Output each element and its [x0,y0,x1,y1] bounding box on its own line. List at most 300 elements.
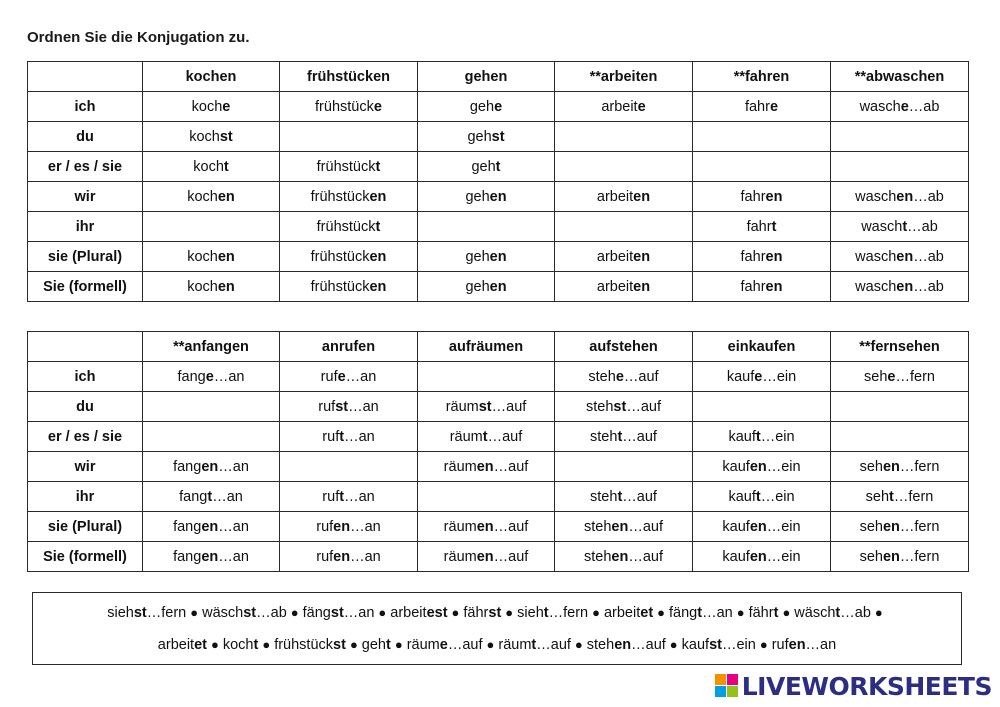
word-stem: kauf [722,458,750,475]
word-ending: en [217,248,235,265]
separator-dot-icon: ● [574,637,583,652]
word-ending: st [335,398,349,415]
blank-drop-cell[interactable] [555,122,693,152]
word-bank-item[interactable] [407,637,483,653]
conjugation-cell [143,482,280,512]
word-stem: koch [187,248,218,265]
conjugation-table-2 [27,331,969,572]
pronoun-cell: er / es / sie [28,152,143,182]
blank-drop-cell[interactable] [831,122,969,152]
word-particle: …auf [493,548,529,565]
conjugation-cell [555,242,693,272]
separator-dot-icon: ● [210,637,219,652]
word-particle: …an [805,637,837,653]
word-particle: …an [344,428,375,445]
word-stem: wäsch [202,605,244,621]
word-bank-item[interactable] [274,637,346,653]
conjugation-cell [280,242,418,272]
word-ending: t [531,637,537,653]
word-ending: en [882,458,900,475]
word-ending: st [488,605,502,621]
verb-header: kochen [143,62,280,92]
conjugation-cell [693,212,831,242]
word-bank-item[interactable] [303,605,375,621]
liveworksheets-logo [715,670,992,702]
word-particle: …auf [536,637,571,653]
conjugation-cell [143,152,280,182]
word-ending: st [478,398,492,415]
blank-drop-cell[interactable] [555,452,693,482]
word-stem: wasch [855,278,897,295]
separator-dot-icon: ● [505,605,514,620]
word-bank-item[interactable] [682,637,756,653]
word-ending: e [439,637,448,653]
word-ending: en [476,458,494,475]
word-ending: t [207,488,213,505]
word-stem: frühstück [310,278,370,295]
blank-drop-cell[interactable] [143,392,280,422]
word-ending: t [253,637,259,653]
word-particle: …auf [622,488,657,505]
word-stem: ruf [771,637,789,653]
separator-dot-icon: ● [290,605,299,620]
blank-drop-cell[interactable] [831,422,969,452]
word-ending: t [375,158,381,175]
word-bank-item[interactable] [794,605,871,621]
word-ending: e [337,368,346,385]
word-particle: …ein [766,458,801,475]
word-ending: e [637,98,646,115]
word-stem: kauf [728,488,756,505]
word-ending: t [755,488,761,505]
word-bank-item[interactable] [390,605,447,621]
word-particle: …fern [548,605,589,621]
word-stem: seh [859,518,883,535]
word-ending: t [339,488,345,505]
word-particle: …ein [766,548,801,565]
conjugation-cell [280,272,418,302]
conjugation-cell [831,182,969,212]
logo-blocks-icon [715,674,739,698]
table-row [28,182,969,212]
word-ending: e [900,98,909,115]
table-row [28,272,969,302]
word-ending: en [369,278,387,295]
table-row [28,482,969,512]
word-stem: koch [187,188,218,205]
conjugation-cell [831,542,969,572]
word-particle: …fern [146,605,187,621]
word-ending: t [773,605,779,621]
word-bank [32,592,962,665]
conjugation-cell [143,512,280,542]
word-stem: kauf [728,428,756,445]
verb-header: **fahren [693,62,831,92]
word-particle: …auf [493,518,529,535]
conjugation-cell [143,182,280,212]
conjugation-cell [143,362,280,392]
word-ending: en [611,518,629,535]
table-row [28,542,969,572]
word-ending: e [494,98,503,115]
word-bank-item[interactable] [158,637,207,653]
word-particle: …fern [893,488,934,505]
word-ending: e [887,368,896,385]
word-ending: t [617,488,623,505]
verb-header: gehen [418,62,555,92]
word-ending: e [373,98,382,115]
blank-drop-cell[interactable] [418,212,555,242]
header-row [28,62,969,92]
word-stem: frühstück [316,218,376,235]
word-stem: räum [449,428,483,445]
word-particle: …an [218,518,249,535]
word-ending: t [482,428,488,445]
pronoun-cell: sie (Plural) [28,512,143,542]
word-stem: fang [179,488,208,505]
word-stem: koch [222,637,254,653]
word-particle: …ab [913,248,944,265]
word-stem: geh [467,128,492,145]
word-stem: steh [590,488,618,505]
conjugation-cell [693,482,831,512]
word-ending: en [201,518,219,535]
conjugation-cell [831,212,969,242]
word-ending: st [491,128,505,145]
conjugation-cell [418,542,555,572]
table-row [28,122,969,152]
word-stem: koch [187,278,218,295]
word-bank-item[interactable] [669,605,733,621]
blank-drop-cell[interactable] [280,122,418,152]
word-ending: t [889,488,894,505]
word-particle: …ein [766,518,801,535]
word-stem: fang [173,548,202,565]
separator-dot-icon: ● [349,637,358,652]
word-stem: räum [443,458,477,475]
word-ending: st [333,637,346,653]
conjugation-cell [831,452,969,482]
logo-block [727,686,738,697]
word-ending: e [615,368,624,385]
word-ending: en [896,278,914,295]
word-ending: t [386,637,391,653]
word-ending: t [771,218,777,235]
blank-drop-cell[interactable] [693,392,831,422]
blank-drop-cell[interactable] [693,152,831,182]
word-ending: t [223,158,229,175]
word-ending: t [495,158,501,175]
word-stem: frühstück [310,248,370,265]
word-bank-item[interactable] [749,605,779,621]
word-particle: …an [343,605,375,621]
word-bank-item[interactable] [223,637,258,653]
word-particle: …auf [626,398,661,415]
conjugation-cell [693,452,831,482]
word-ending: t [339,428,345,445]
verb-header: aufstehen [555,332,693,362]
pronoun-cell: du [28,122,143,152]
pronoun-cell: ich [28,362,143,392]
word-bank-item[interactable] [517,605,588,621]
word-stem: wasch [855,188,897,205]
word-ending: st [709,637,722,653]
conjugation-cell [555,362,693,392]
conjugation-cell [693,92,831,122]
word-stem: wäsch [794,605,836,621]
conjugation-cell [418,242,555,272]
blank-drop-cell[interactable] [280,452,418,482]
word-ending: en [749,518,767,535]
word-stem: fäng [669,605,698,621]
word-particle: …ab [907,218,938,235]
table-row [28,212,969,242]
word-ending: en [765,248,783,265]
word-stem: kauf [681,637,710,653]
word-ending: t [617,428,623,445]
word-particle: …an [350,548,381,565]
pronoun-cell: ihr [28,482,143,512]
word-stem: ruf [316,548,334,565]
verb-header: frühstücken [280,62,418,92]
word-stem: räum [498,637,532,653]
conjugation-cell [693,272,831,302]
conjugation-cell [280,182,418,212]
pronoun-cell: Sie (formell) [28,272,143,302]
word-ending: en [489,188,507,205]
separator-dot-icon: ● [262,637,271,652]
verb-header: aufräumen [418,332,555,362]
word-ending: en [217,188,235,205]
word-ending: et [640,605,654,621]
word-ending: en [882,548,900,565]
conjugation-cell [693,542,831,572]
conjugation-cell [418,512,555,542]
word-particle: …an [218,458,249,475]
word-ending: en [369,248,387,265]
word-ending: en [333,518,351,535]
word-particle: …ein [760,488,795,505]
separator-dot-icon: ● [782,605,791,620]
word-bank-item[interactable] [498,637,571,653]
word-stem: wasch [859,98,901,115]
verb-header: **arbeiten [555,62,693,92]
conjugation-cell [831,362,969,392]
verb-header: einkaufen [693,332,831,362]
word-ending: st [613,398,627,415]
table-row [28,422,969,452]
word-stem: koch [189,128,220,145]
word-ending: t [755,428,761,445]
word-stem: arbeit [603,605,641,621]
word-ending: en [633,278,651,295]
word-stem: fang [177,368,206,385]
blank-drop-cell[interactable] [831,392,969,422]
blank-drop-cell[interactable] [143,212,280,242]
conjugation-cell [555,542,693,572]
word-ending: st [330,605,344,621]
conjugation-cell [831,482,969,512]
word-stem: frühstück [274,637,334,653]
corner-cell [28,62,143,92]
pronoun-cell: wir [28,182,143,212]
table-row [28,452,969,482]
word-particle: …auf [628,548,663,565]
conjugation-cell [280,92,418,122]
conjugation-cell [418,452,555,482]
word-stem: fähr [463,605,489,621]
blank-drop-cell[interactable] [555,152,693,182]
word-ending: t [902,218,908,235]
word-ending: t [543,605,549,621]
word-stem: arbeit [157,637,195,653]
word-particle: …fern [895,368,935,385]
word-ending: en [333,548,351,565]
word-bank-item[interactable] [587,637,666,653]
word-stem: steh [583,548,612,565]
word-particle: …auf [491,398,527,415]
conjugation-cell [280,152,418,182]
word-stem: geh [465,278,490,295]
conjugation-cell [280,542,418,572]
word-bank-item[interactable] [362,637,391,653]
word-ending: en [765,278,783,295]
table-row [28,362,969,392]
word-bank-item[interactable] [772,637,836,653]
conjugation-cell [143,242,280,272]
word-particle: …auf [623,368,659,385]
word-ending: en [788,637,806,653]
blank-drop-cell[interactable] [555,212,693,242]
conjugation-cell [280,392,418,422]
word-bank-item[interactable] [107,605,186,621]
word-ending: en [749,548,767,565]
word-bank-line [33,597,961,629]
separator-dot-icon: ● [736,605,745,620]
word-stem: wasch [861,218,903,235]
word-particle: …auf [631,637,666,653]
word-stem: fahr [740,278,766,295]
word-stem: ruf [316,518,334,535]
conjugation-table-1 [27,61,969,302]
conjugation-cell [555,482,693,512]
separator-dot-icon: ● [451,605,460,620]
table-row [28,152,969,182]
word-particle: …fern [899,548,940,565]
word-particle: …ab [256,605,287,621]
word-stem: frühstück [315,98,374,115]
word-particle: …ein [760,428,795,445]
word-ending: en [489,248,507,265]
word-particle: …ein [762,368,797,385]
word-stem: steh [583,518,612,535]
word-bank-item[interactable] [463,605,501,621]
word-stem: ruf [320,368,338,385]
separator-dot-icon: ● [669,637,678,652]
table-row [28,392,969,422]
conjugation-cell [555,422,693,452]
word-stem: fahr [740,188,766,205]
conjugation-cell [693,512,831,542]
word-stem: fäng [302,605,331,621]
conjugation-cell [143,122,280,152]
pronoun-cell: ich [28,92,143,122]
conjugation-cell [831,242,969,272]
conjugation-cell [418,152,555,182]
word-stem: arbeit [601,98,638,115]
conjugation-cell [555,182,693,212]
word-ending: en [476,548,494,565]
word-particle: …ab [913,188,944,205]
word-particle: …auf [628,518,663,535]
table-row [28,512,969,542]
word-bank-item[interactable] [604,605,653,621]
verb-header: **anfangen [143,332,280,362]
word-stem: räum [445,398,479,415]
blank-drop-cell[interactable] [831,152,969,182]
word-particle: …auf [447,637,483,653]
conjugation-cell [831,272,969,302]
blank-drop-cell[interactable] [143,422,280,452]
word-stem: koch [193,158,224,175]
word-particle: …an [213,368,245,385]
conjugation-cell [831,512,969,542]
word-stem: fahr [740,248,766,265]
conjugation-cell [418,272,555,302]
conjugation-cell [555,512,693,542]
word-particle: …ab [913,278,944,295]
word-stem: ruf [322,428,340,445]
blank-drop-cell[interactable] [693,122,831,152]
word-ending: en [476,518,494,535]
word-ending: t [375,218,381,235]
word-ending: en [896,188,914,205]
word-ending: e [754,368,763,385]
word-stem: seh [859,458,883,475]
word-stem: steh [586,398,614,415]
word-bank-item[interactable] [202,605,287,621]
table-row [28,92,969,122]
word-particle: …an [345,368,377,385]
blank-drop-cell[interactable] [418,362,555,392]
word-stem: geh [361,637,386,653]
word-stem: fang [173,458,202,475]
word-particle: …fern [899,518,940,535]
word-stem: seh [865,488,890,505]
pronoun-cell: Sie (formell) [28,542,143,572]
word-stem: frühstück [310,188,370,205]
separator-dot-icon: ● [874,605,883,620]
word-stem: räum [443,518,477,535]
worksheet-title: Ordnen Sie die Konjugation zu. [27,29,250,46]
blank-drop-cell[interactable] [418,482,555,512]
word-stem: kauf [726,368,755,385]
word-ending: en [201,458,219,475]
word-ending: en [749,458,767,475]
conjugation-cell [280,512,418,542]
word-stem: geh [469,98,495,115]
word-ending: e [769,98,779,115]
word-particle: …ab [908,98,940,115]
logo-text: LIVEWORKSHEETS [741,671,992,701]
word-ending: en [369,188,387,205]
conjugation-cell [280,212,418,242]
table-row [28,242,969,272]
separator-dot-icon: ● [759,637,768,652]
word-particle: …auf [487,428,523,445]
separator-dot-icon: ● [378,605,387,620]
word-stem: frühstück [316,158,376,175]
